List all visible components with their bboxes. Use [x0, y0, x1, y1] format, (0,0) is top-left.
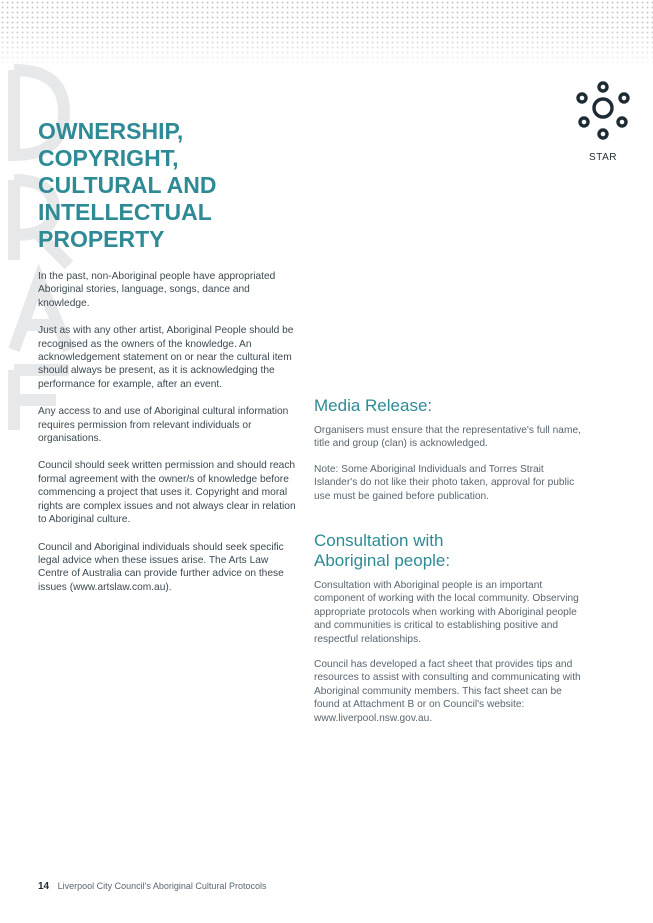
consultation-heading: Consultation with Aboriginal people: — [314, 531, 451, 571]
star-circles-icon — [572, 80, 634, 142]
paragraph: In the past, non-Aboriginal people have appropriated Aboriginal stories, language, songs, dance and knowledge. — [38, 271, 276, 309]
paragraph: Consultation with Aboriginal people is an important component of working with the local community. Observing appropriate protocols when working with Aboriginal people and communities is critical to establishing positive and respectful relationships. — [314, 580, 579, 645]
star-logo-label: STAR — [589, 152, 617, 163]
paragraph: Just as with any other artist, Aboriginal People should be recognised as the owners of the knowledge. An acknowledgement statement on or near the cultural item should always be present, as it is acknowledging the performance for example, after an event. — [38, 325, 294, 390]
page-footer — [38, 881, 266, 892]
paragraph: Note: Some Aboriginal Individuals and Torres Strait Islander's do not like their photo taken, approval for public use must be gained before publication. — [314, 463, 575, 502]
page-title: OWNERSHIP, COPYRIGHT, CULTURAL AND INTELLECTUAL PROPERTY — [38, 118, 217, 252]
page-number: 14 — [38, 881, 50, 892]
paragraph: Organisers must ensure that the representative's full name, title and group (clan) is acknowledged. — [314, 425, 581, 450]
paragraph: Any access to and use of Aboriginal cultural information requires permission from relevant individuals or organisations. — [38, 406, 289, 445]
left-column — [38, 270, 300, 608]
right-column — [314, 396, 582, 737]
paragraph: Council and Aboriginal individuals should seek specific legal advice when these issues arise. The Arts Law Centre of Australia can provide further advice on these issues (www.artslaw.com.au). — [38, 541, 284, 593]
paragraph: Council has developed a fact sheet that provides tips and resources to assist with consulting and communicating with Aboriginal community members. This fact sheet can be found at Attachment B or on Council's website: www.liverpool.nsw.gov.au. — [314, 659, 581, 724]
footer-text: Liverpool City Council's Aboriginal Cultural Protocols — [57, 881, 267, 891]
paragraph: Council should seek written permission and should reach formal agreement with the owner/s of knowledge before commencing a project that uses it. Copyright and moral rights are complex issues and not always clear in relation to Aboriginal culture. — [38, 460, 296, 526]
media-release-heading: Media Release: — [314, 396, 433, 415]
